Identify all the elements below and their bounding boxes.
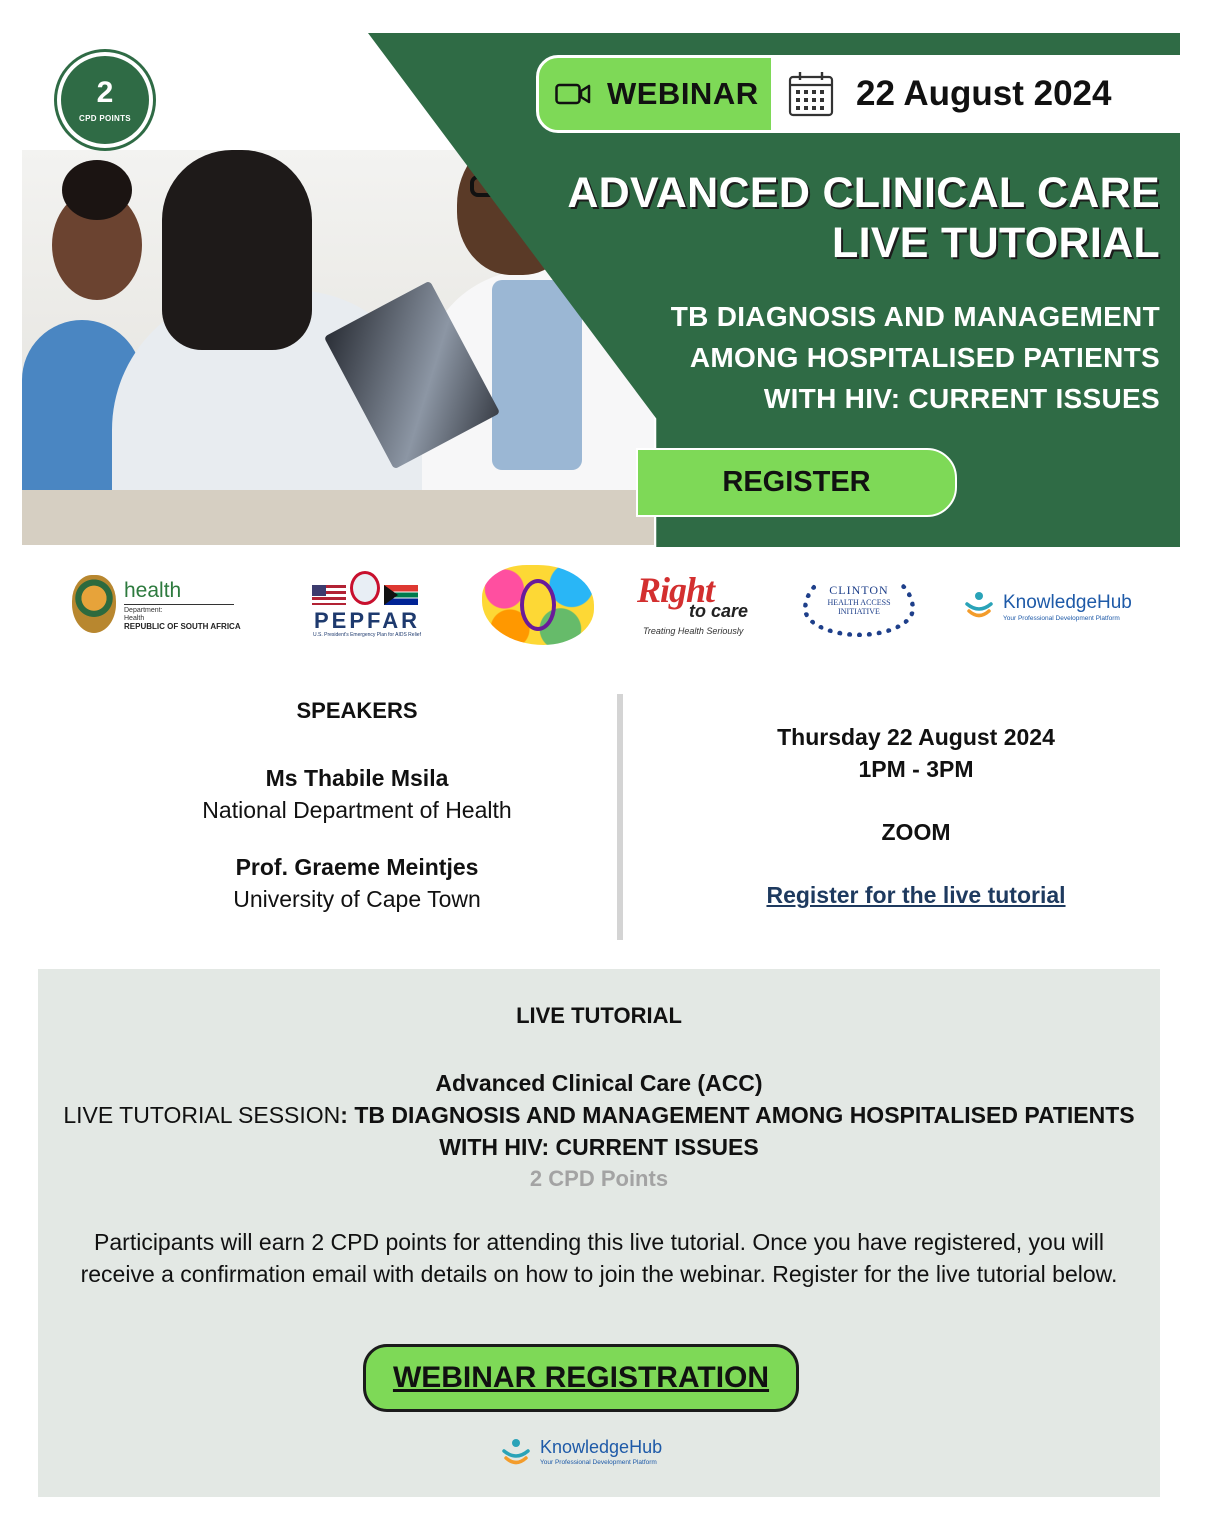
logo-rtc-right: Right: [637, 570, 715, 610]
photo-doctor-hair: [162, 150, 312, 350]
event-time: 1PM - 3PM: [858, 756, 974, 782]
logo-health-dept: [72, 565, 242, 650]
photo-nurse-hair: [62, 160, 132, 220]
logo-health-country: REPUBLIC OF SOUTH AFRICA: [124, 622, 241, 631]
globe-ribbon-icon: [350, 571, 380, 605]
logo-kh-tagline: Your Professional Development Platform: [1003, 615, 1120, 622]
footer-kh-tagline: Your Professional Development Platform: [540, 1459, 657, 1466]
cpd-badge: [57, 52, 153, 148]
logo-pepfar-word: PEPFAR: [313, 608, 421, 633]
footer-knowledgehub-logo: [500, 1435, 675, 1475]
logo-pepfar-tagline: U.S. President's Emergency Plan for AIDS Relief: [313, 632, 421, 638]
hero-subtitle-line3: WITH HIV: CURRENT ISSUES: [763, 383, 1160, 414]
details-course: Advanced Clinical Care (ACC): [435, 1070, 763, 1096]
session-title: : TB DIAGNOSIS AND MANAGEMENT AMONG HOSPITALISED PATIENTS WITH HIV: CURRENT ISSUES: [340, 1102, 1135, 1160]
logo-chai-line3: INITIATIVE: [838, 607, 880, 616]
cpd-badge-number: 2: [96, 75, 114, 109]
footer-kh-word: KnowledgeHub: [540, 1437, 663, 1457]
logo-health-dept-line2: Health: [124, 615, 145, 622]
calendar-icon: [788, 71, 834, 117]
webinar-pill: [536, 55, 774, 133]
south-africa-flag-icon: [384, 585, 418, 605]
logo-chai-lines: [803, 598, 915, 616]
hero-subtitle: [671, 296, 1160, 419]
hero-subtitle-line1: TB DIAGNOSIS AND MANAGEMENT: [670, 301, 1160, 332]
logo-health-word: health: [124, 579, 182, 602]
hero-title-line2: LIVE TUTORIAL: [832, 219, 1160, 267]
hero-banner: [0, 0, 1205, 560]
us-flag-icon: [312, 585, 346, 605]
video-camera-icon: [555, 83, 591, 105]
register-button[interactable]: REGISTER: [636, 448, 957, 517]
logo-chai-line1: CLINTON: [829, 583, 889, 597]
logo-health-dept-line1: Department:: [124, 607, 163, 614]
logo-health-dept-text: [124, 607, 163, 623]
figure-eight-icon: [520, 579, 556, 631]
speakers-heading: SPEAKERS: [296, 698, 418, 723]
coat-of-arms-icon: [72, 575, 116, 633]
speaker-org: University of Cape Town: [233, 886, 481, 912]
photo-desk: [22, 490, 654, 545]
hero-title: [567, 168, 1160, 268]
logo-clinton-health: [803, 565, 915, 650]
register-link[interactable]: Register for the live tutorial: [766, 882, 1066, 908]
knowledgehub-icon: [963, 590, 995, 622]
cpd-badge-label: CPD POINTS: [79, 113, 131, 123]
hero-title-line1: ADVANCED CLINICAL CARE: [567, 169, 1160, 217]
webinar-label: WEBINAR: [607, 76, 759, 111]
info-section: [0, 692, 1205, 942]
date-bar: [536, 55, 1180, 133]
speaker-name: Ms Thabile Msila: [265, 765, 449, 791]
event-platform: ZOOM: [881, 819, 951, 845]
logo-rtc-tagline: Treating Health Seriously: [643, 626, 744, 636]
logo-right-to-care: [637, 565, 757, 650]
details-cpd: 2 CPD Points: [529, 1166, 669, 1191]
logo-vukuzenzele: [482, 565, 594, 650]
event-date: Thursday 22 August 2024: [777, 724, 1055, 750]
details-label: LIVE TUTORIAL: [516, 1003, 682, 1028]
knowledgehub-icon: [500, 1437, 532, 1469]
speaker-org: National Department of Health: [202, 797, 512, 823]
date-box: [772, 55, 1180, 133]
partner-logos: [0, 565, 1205, 650]
details-description: Participants will earn 2 CPD points for attending this live tutorial. Once you have registered, you will receive a confirmation email with details on how to join the webinar. Register for the live tutorial below.: [80, 1229, 1118, 1287]
details-box: [38, 969, 1160, 1497]
logo-health-rule: [124, 604, 234, 605]
logo-rtc-tocare: to care: [689, 601, 749, 621]
logo-kh-word: KnowledgeHub: [1003, 592, 1132, 613]
photo-man-shirt: [492, 280, 582, 470]
logo-chai-line2: HEALTH ACCESS: [827, 598, 891, 607]
hero-subtitle-line2: AMONG HOSPITALISED PATIENTS: [689, 342, 1160, 373]
speaker-name: Prof. Graeme Meintjes: [235, 854, 479, 880]
logo-knowledgehub: [963, 565, 1138, 650]
column-divider: [617, 694, 623, 940]
header-date: 22 August 2024: [856, 74, 1112, 113]
webinar-registration-button[interactable]: WEBINAR REGISTRATION: [363, 1344, 799, 1412]
event-column: [636, 692, 1196, 911]
logo-pepfar: [312, 565, 422, 650]
speakers-column: [97, 692, 617, 915]
session-prefix: LIVE TUTORIAL SESSION: [63, 1102, 341, 1128]
details-session: [48, 1099, 1150, 1163]
